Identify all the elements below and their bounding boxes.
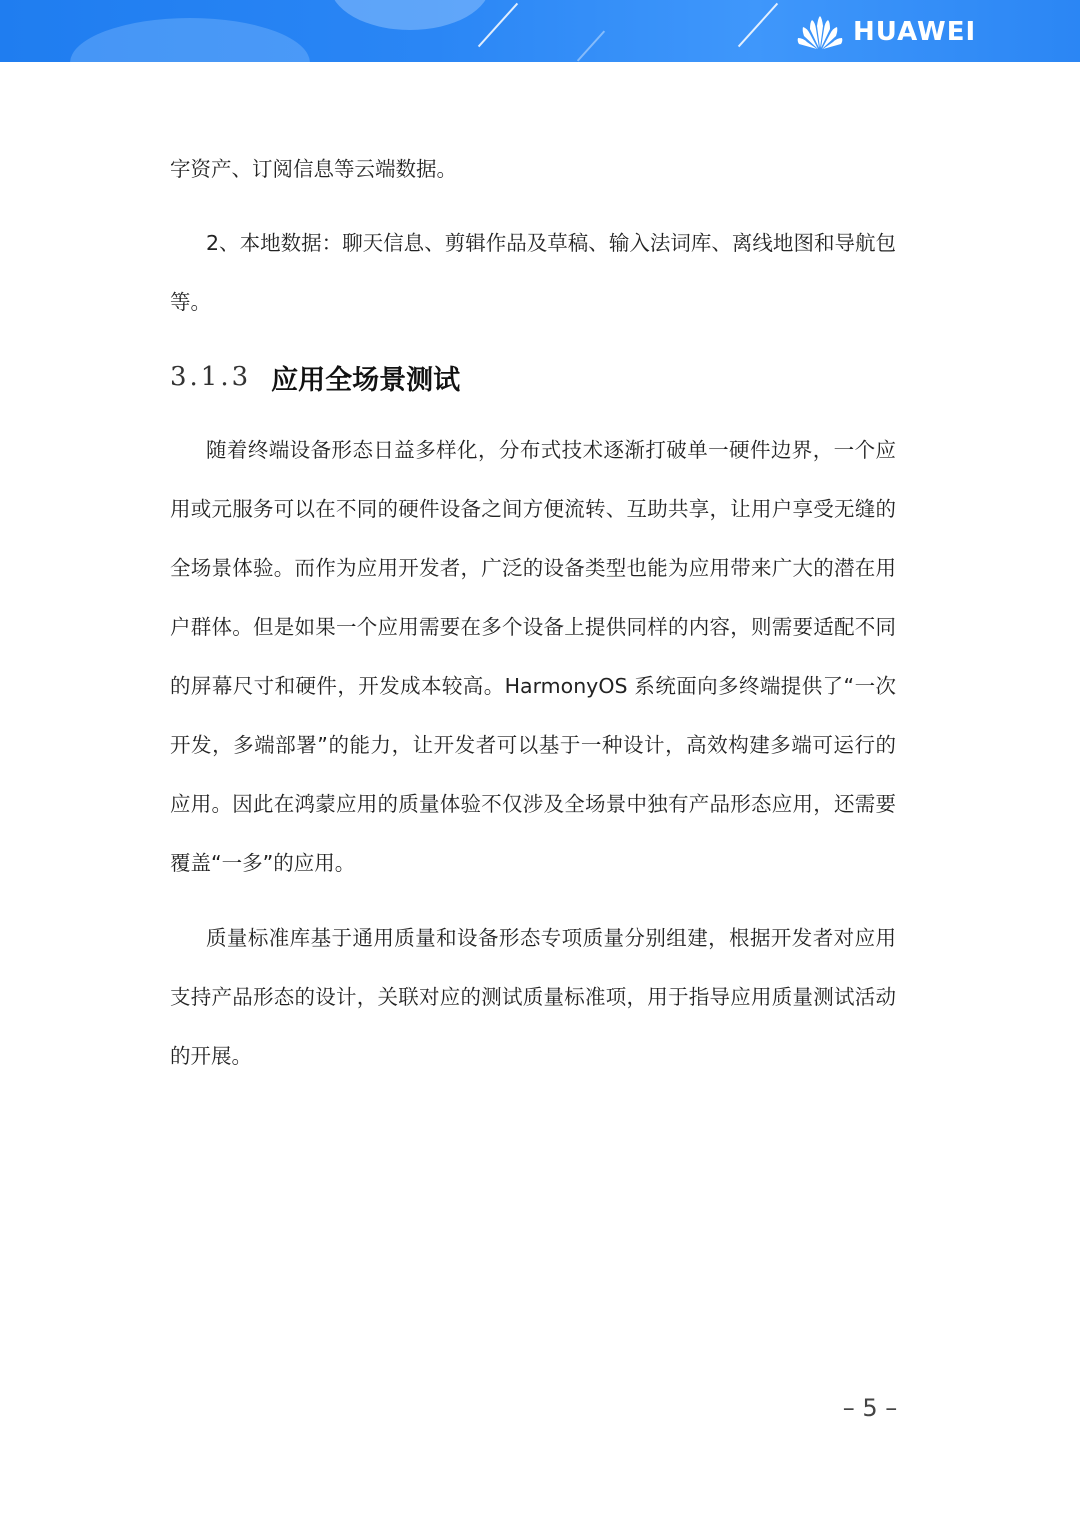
section-heading: [170, 352, 460, 402]
paragraph-cloud-data-continuation: 字资产、订阅信息等云端数据。: [170, 157, 457, 181]
paragraph-all-scenario: 随着终端设备形态日益多样化，分布式技术逐渐打破单一硬件边界，一个应用或元服务可以在不同的硬件设备之间方便流转、互助共享，让用户享受无缝的全场景体验。而作为应用开发者，广泛的设备类型也能为应用带来广大的潜在用户群体。但是如果一个应用需要在多个设备上提供同样的内容，则需要适配不同的屏幕尺寸和硬件，开发成本较高。HarmonyOS 系统面向多终端提供了“一次开发，多端部署”的能力，让开发者可以基于一种设计，高效构建多端可运行的应用。因此在鸿蒙应用的质量体验不仅涉及全场景中独有产品形态应用，还需要覆盖“一多”的应用。: [170, 438, 896, 875]
brand-name: HUAWEI: [853, 17, 977, 47]
section-title: 应用全场景测试: [271, 364, 461, 396]
page-header-banner: [0, 0, 1080, 62]
header-decoration-line: [738, 3, 778, 47]
header-decoration-glow: [70, 18, 310, 62]
section-number: 3.1.3: [170, 362, 252, 392]
huawei-flower-icon: [797, 14, 843, 50]
header-decoration-line: [478, 3, 518, 47]
paragraph-quality-standards: 质量标准库基于通用质量和设备形态专项质量分别组建，根据开发者对应用支持产品形态的设计，关联对应的测试质量标准项，用于指导应用质量测试活动的开展。: [170, 926, 896, 1068]
page-number: – 5 –: [842, 1394, 898, 1422]
header-decoration-glow: [330, 0, 490, 30]
paragraph-local-data: 2、本地数据：聊天信息、剪辑作品及草稿、输入法词库、离线地图和导航包等。: [170, 231, 896, 314]
header-decoration-line: [577, 30, 605, 61]
huawei-logo: [797, 12, 976, 52]
